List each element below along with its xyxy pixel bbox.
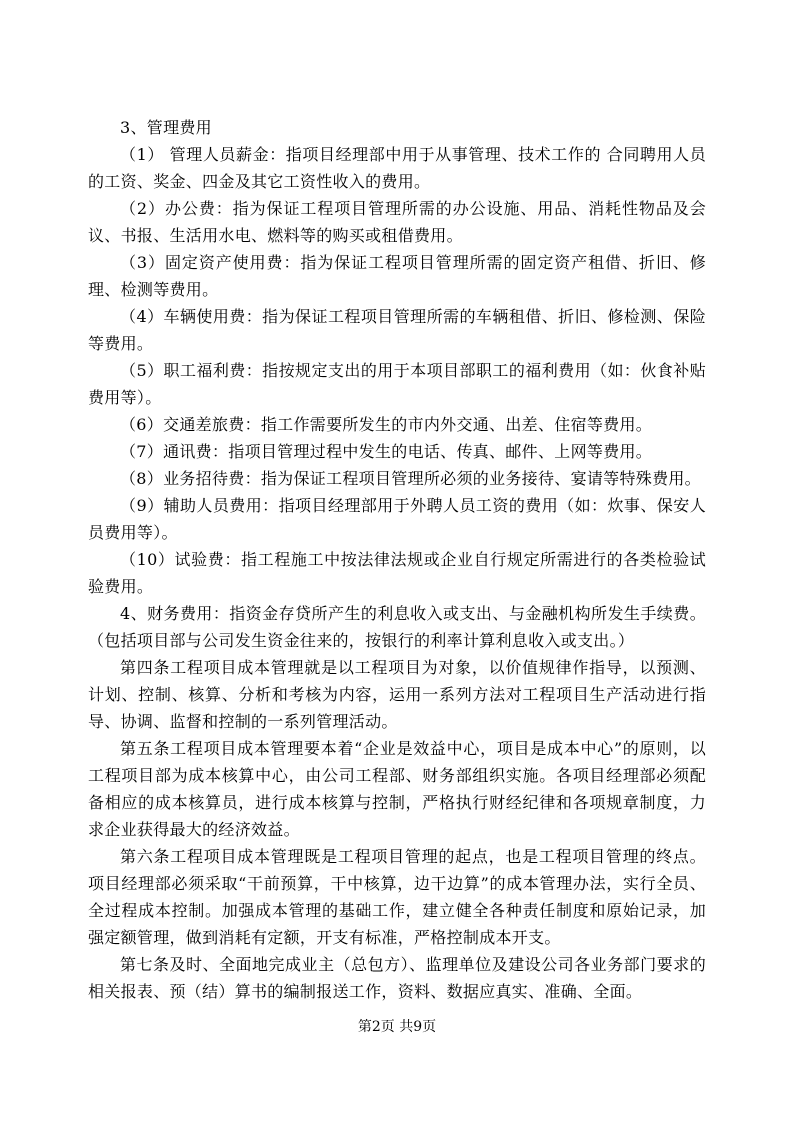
paragraph: （6）交通差旅费：指工作需要所发生的市内外交通、出差、住宿等费用。 [120, 415, 653, 434]
paragraph: 第七条及时、全面地完成业主（总包方）、监理单位及建设公司各业务部门要求的相关报表、预（结）算书的编制报送工作，资料、数据应真实、准确、全面。 [88, 955, 706, 1001]
paragraph: （10）试验费：指工程施工中按法律法规或企业自行规定所需进行的各类检验试验费用。 [88, 550, 706, 596]
page-footer: 第2页 共9页 [357, 1019, 437, 1035]
paragraph: （1） 管理人员薪金：指项目经理部中用于从事管理、技术工作的 合同聘用人员的工资、奖金、四金及其它工资性收入的费用。 [88, 145, 706, 191]
paragraph: （7）通讯费：指项目管理过程中发生的电话、传真、邮件、上网等费用。 [120, 442, 653, 461]
paragraph: 3、管理费用 [120, 118, 212, 137]
paragraph: （4）车辆使用费：指为保证工程项目管理所需的车辆租借、折旧、修检测、保险等费用。 [88, 307, 706, 353]
paragraph: （9）辅助人员费用：指项目经理部用于外聘人员工资的费用（如：炊事、保安人员费用等）。 [88, 496, 706, 542]
paragraph: （5）职工福利费：指按规定支出的用于本项目部职工的福利费用（如：伙食补贴费用等）。 [88, 361, 706, 407]
paragraph: 第四条工程项目成本管理就是以工程项目为对象，以价值规律作指导，以预测、计划、控制、核算、分析和考核为内容，运用一系列方法对工程项目生产活动进行指导、协调、监督和控制的一系列管理活动。 [88, 658, 706, 731]
paragraph: （3）固定资产使用费：指为保证工程项目管理所需的固定资产租借、折旧、修理、检测等费用。 [88, 253, 706, 299]
document-body [88, 114, 706, 1005]
paragraph: 4、财务费用：指资金存贷所产生的利息收入或支出、与金融机构所发生手续费。（包括项目部与公司发生资金往来的，按银行的利率计算利息收入或支出。） [88, 604, 706, 650]
paragraph: （8）业务招待费：指为保证工程项目管理所必须的业务接待、宴请等特殊费用。 [120, 469, 701, 488]
paragraph: 第六条工程项目成本管理既是工程项目管理的起点，也是工程项目管理的终点。项目经理部必须采取“干前预算，干中核算，边干边算”的成本管理办法，实行全员、全过程成本控制。加强成本管理的基础工作，建立健全各种责任制度和原始记录，加强定额管理，做到消耗有定额，开支有标准，严格控制成本开支。 [88, 847, 706, 947]
paragraph: 第五条工程项目成本管理要本着“企业是效益中心，项目是成本中心”的原则，以工程项目部为成本核算中心，由公司工程部、财务部组织实施。各项目经理部必须配备相应的成本核算员，进行成本核算与控制，严格执行财经纪律和各项规章制度，力求企业获得最大的经济效益。 [88, 739, 706, 839]
paragraph: （2）办公费：指为保证工程项目管理所需的办公设施、用品、消耗性物品及会议、书报、生活用水电、燃料等的购买或租借费用。 [88, 199, 706, 245]
